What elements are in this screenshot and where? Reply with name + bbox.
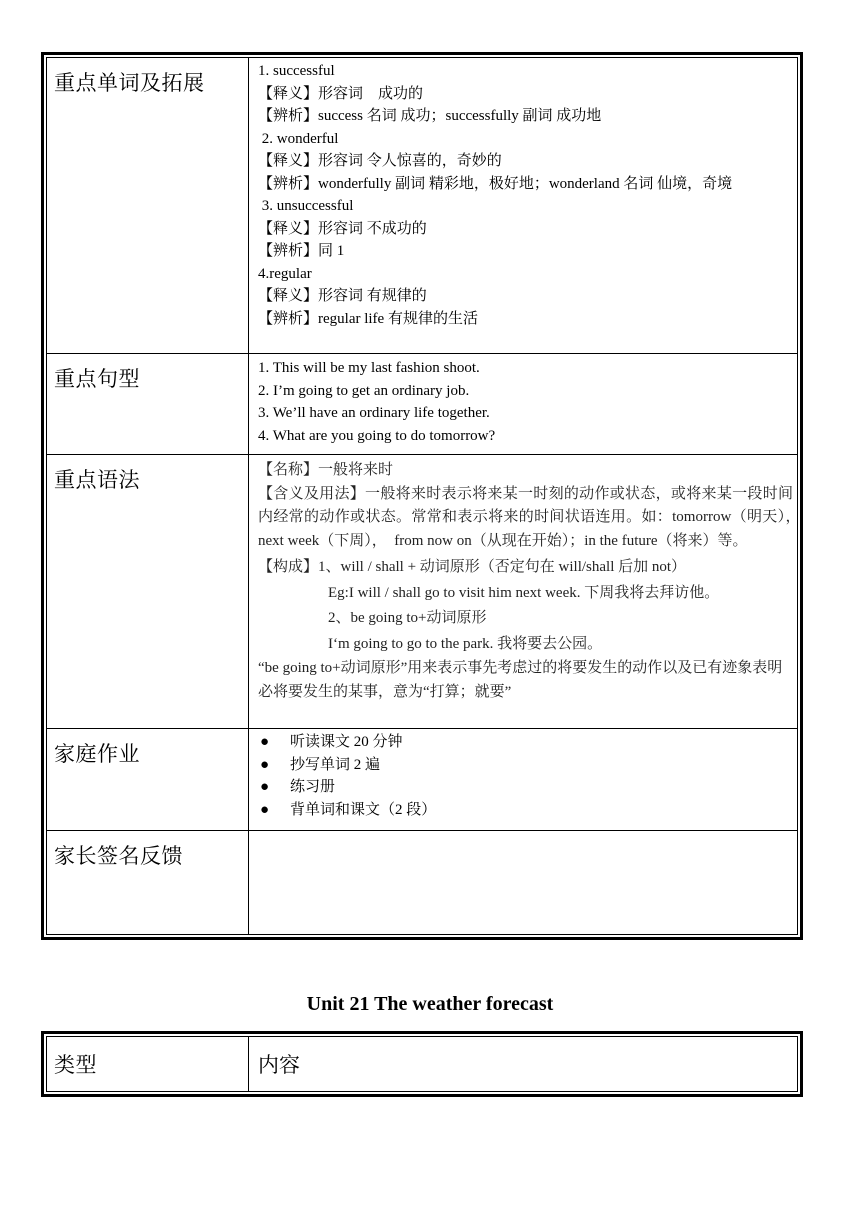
grammar-content (251, 455, 809, 728)
bullet-icon: ● (260, 734, 270, 750)
feedback-signature-area[interactable] (251, 831, 797, 934)
bullet-icon: ● (260, 779, 270, 795)
vocab-line: 【辨析】同 1 (258, 243, 345, 259)
vocab-line: 2. wonderful (258, 130, 339, 147)
vocab-line: 4.regular (258, 265, 312, 282)
sentences-label: 重点句型 (47, 354, 249, 454)
vocab-line: 【释义】形容词 有规律的 (258, 288, 427, 304)
grammar-example-2: I‘m going to go to the park. 我将要去公园。 (328, 635, 603, 652)
grammar-form-2: 2、be going to+动词原形 (328, 610, 487, 626)
feedback-row (47, 831, 797, 934)
sentence-line: 4. What are you going to do tomorrow? (258, 427, 496, 444)
sentence-line: 3. We’ll have an ordinary life together. (258, 405, 490, 421)
homework-content (251, 729, 797, 830)
content-header: 内容 (258, 1053, 300, 1077)
vocab-line: 【辨析】success 名词 成功；successfully 副词 成功地 (258, 108, 602, 124)
vocab-line: 【释义】形容词 令人惊喜的，奇妙的 (258, 153, 502, 169)
sentence-line: 2. I’m going to get an ordinary job. (258, 382, 470, 399)
header-row (47, 1037, 797, 1091)
type-header: 类型 (47, 1037, 249, 1091)
unit-table (41, 1031, 803, 1097)
grammar-example-1: Eg:I will / shall go to visit him next week. 下周我将去拜访他。 (328, 584, 720, 601)
homework-item: ● 练习册 (260, 776, 793, 799)
vocab-line: 【辨析】wonderfully 副词 精彩地，极好地；wonderland 名词 仙境，奇境 (258, 175, 733, 192)
grammar-row (47, 455, 809, 729)
feedback-label: 家长签名反馈 (47, 831, 249, 934)
grammar-usage: 【含义及用法】一般将来时表示将来某一时刻的动作或状态，或将来某一段时间内经常的动作或状态。常常和表示将来的时间状语连用。如：tomorrow（明天）， next week（下周）， from now on（从现在开始）；in the future（将来）等。 (258, 485, 809, 549)
grammar-note: “be going to+动词原形”用来表示事先考虑过的将要发生的动作以及已有迹象表明必将要发生的某事，意为“打算；就要” (258, 660, 783, 700)
vocab-line: 【辨析】regular life 有规律的生活 (258, 310, 478, 327)
vocab-content (251, 58, 797, 353)
grammar-form-1: 【构成】1、will / shall + 动词原形（否定句在 will/shall 后加 not） (258, 559, 687, 575)
homework-item: ● 抄写单词 2 遍 (260, 754, 793, 777)
bullet-icon: ● (260, 756, 270, 773)
vocab-line: 【释义】形容词 不成功的 (258, 220, 427, 237)
grammar-name: 【名称】一般将来时 (258, 462, 394, 478)
vocab-line: 3. unsuccessful (258, 198, 354, 214)
sentences-row (47, 354, 797, 455)
vocab-line: 【释义】形容词 成功的 (258, 85, 424, 102)
vocab-line: 1. successful (258, 63, 335, 79)
vocab-row (47, 58, 797, 354)
lesson-table (41, 52, 809, 940)
homework-item: ● 背单词和课文（2 段） (260, 799, 793, 822)
unit-title: Unit 21 The weather forecast (306, 993, 554, 1015)
sentence-line: 1. This will be my last fashion shoot. (258, 360, 480, 376)
grammar-label: 重点语法 (47, 455, 249, 728)
sentences-content (251, 354, 797, 454)
homework-label: 家庭作业 (47, 729, 249, 830)
bullet-icon: ● (260, 801, 270, 818)
vocab-label: 重点单词及拓展 (47, 58, 249, 353)
homework-item: ● 听读课文 20 分钟 (260, 731, 793, 754)
homework-row (47, 729, 797, 831)
